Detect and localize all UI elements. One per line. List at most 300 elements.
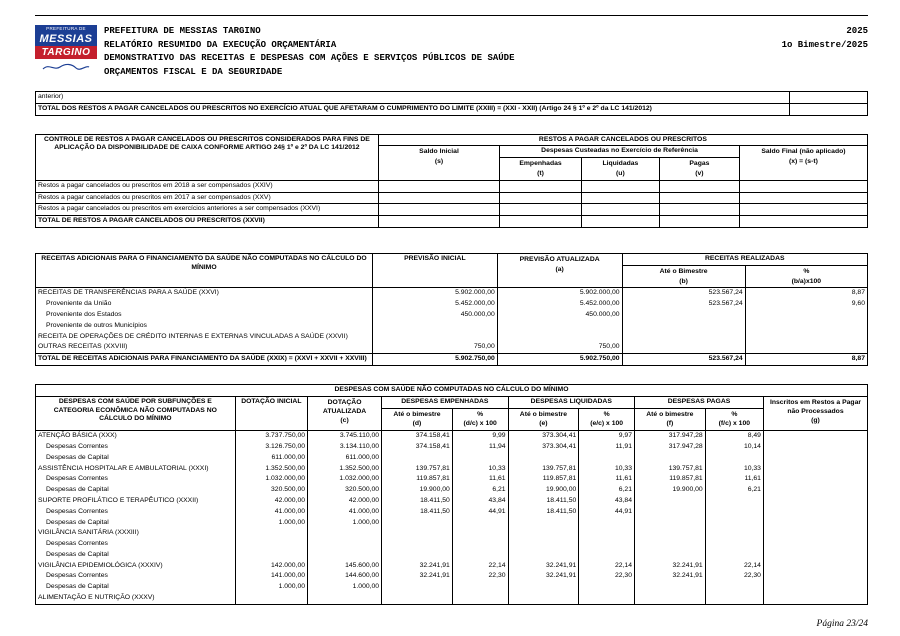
row-value: 44,91 xyxy=(579,507,635,518)
row-value: 22,30 xyxy=(705,571,763,582)
row-value xyxy=(382,518,453,529)
row-label: TOTAL DOS RESTOS A PAGAR CANCELADOS OU PRESCRITOS NO EXERCÍCIO ATUAL QUE AFETARAM O CUMPRIMENTO DO LIMITE (XXIII) = (XXI - XXII) (Artigo 24 § 1º e 2º da LC 141/2012) xyxy=(36,103,790,115)
col-label: Até o bimestre xyxy=(646,410,694,418)
row-label: RECEITAS DE TRANSFERÊNCIAS PARA A SAÚDE (XXVI) xyxy=(36,288,373,299)
report-name: RELATÓRIO RESUMIDO DA EXECUÇÃO ORÇAMENTÁRIA xyxy=(104,39,337,50)
table-row xyxy=(36,496,868,507)
row-value: 1.352.500,00 xyxy=(235,464,307,475)
col-code: (d) xyxy=(412,420,422,428)
row-value xyxy=(635,582,706,593)
row-value: 611.000,00 xyxy=(308,453,382,464)
col-label: % xyxy=(477,410,484,418)
row-label: Despesas de Capital xyxy=(36,518,236,529)
restos-table-title: CONTROLE DE RESTOS A PAGAR CANCELADOS OU PRESCRITOS CONSIDERADOS PARA FINS DE APLICAÇÃO DA DISPONIBILIDADE DE CAIXA CONFORME ARTIGO 24§ 1º e 2º DA LC 141/2012 xyxy=(36,134,379,180)
row-value xyxy=(382,453,453,464)
row-value xyxy=(378,180,499,192)
receitas-table-body xyxy=(36,288,868,366)
row-value: 145.600,00 xyxy=(308,561,382,572)
row-value: 5.902.750,00 xyxy=(372,354,497,366)
row-label: Proveniente da União xyxy=(36,299,373,310)
row-value xyxy=(579,453,635,464)
row-value xyxy=(452,539,508,550)
row-value xyxy=(508,582,579,593)
row-value: 1.032.000,00 xyxy=(308,474,382,485)
budget-scope: ORÇAMENTOS FISCAL E DA SEGURIDADE xyxy=(104,66,283,77)
col-label: Até o bimestre xyxy=(393,410,441,418)
row-value: 19.900,00 xyxy=(508,485,579,496)
row-value: 10,14 xyxy=(705,442,763,453)
row-label: Despesas de Capital xyxy=(36,550,236,561)
col-label: % xyxy=(731,410,738,418)
row-value xyxy=(622,342,745,353)
row-value: 18.411,50 xyxy=(508,507,579,518)
col-liquidadas-bimestre xyxy=(508,408,579,431)
row-value: 42.000,00 xyxy=(235,496,307,507)
col-despesas-custeadas: Despesas Custeadas no Exercício de Referência xyxy=(500,146,740,158)
row-value: 450.000,00 xyxy=(372,310,497,321)
row-label: SUPORTE PROFILÁTICO E TERAPÊUTICO (XXXII) xyxy=(36,496,236,507)
report-title-block xyxy=(104,25,514,79)
row-value xyxy=(452,453,508,464)
row-value xyxy=(452,550,508,561)
col-code: (t) xyxy=(537,169,544,177)
row-value xyxy=(308,539,382,550)
row-value: 611.000,00 xyxy=(235,453,307,464)
row-value xyxy=(745,332,867,343)
row-value: 32.241,91 xyxy=(635,571,706,582)
row-value: 8,49 xyxy=(705,431,763,442)
row-value: 10,33 xyxy=(705,464,763,475)
col-label: Pagas xyxy=(689,160,710,168)
row-value: 144.600,00 xyxy=(308,571,382,582)
col-empenhadas-bimestre xyxy=(382,408,453,431)
row-value: 22,14 xyxy=(705,561,763,572)
row-value: 19.900,00 xyxy=(635,485,706,496)
row-value xyxy=(763,431,867,442)
row-value xyxy=(635,593,706,604)
table-row xyxy=(36,528,868,539)
row-value: 32.241,91 xyxy=(382,561,453,572)
municipality-logo xyxy=(35,25,97,82)
row-value xyxy=(763,539,867,550)
row-value: 1.000,00 xyxy=(308,518,382,529)
row-value xyxy=(508,550,579,561)
row-label: TOTAL DE RECEITAS ADICIONAIS PARA FINANCIAMENTO DA SAÚDE (XXIX) = (XXVI + XXVII + XXVIII) xyxy=(36,354,373,366)
row-value xyxy=(705,496,763,507)
row-value xyxy=(763,593,867,604)
receitas-table-title: RECEITAS ADICIONAIS PARA O FINANCIAMENTO DA SAÚDE NÃO COMPUTADAS NO CÁLCULO DO MÍNIMO xyxy=(36,253,373,287)
table-row xyxy=(36,550,868,561)
row-value xyxy=(659,216,739,228)
row-value: 6,21 xyxy=(452,485,508,496)
row-value xyxy=(745,321,867,332)
row-value: 6,21 xyxy=(579,485,635,496)
row-value: 22,14 xyxy=(452,561,508,572)
row-value: 22,30 xyxy=(452,571,508,582)
table-row xyxy=(36,192,868,204)
table-row xyxy=(36,299,868,310)
row-value: 43,84 xyxy=(579,496,635,507)
table-row xyxy=(36,431,868,442)
row-value: 1.000,00 xyxy=(308,582,382,593)
row-value: 1.032.000,00 xyxy=(235,474,307,485)
statement-name: DEMONSTRATIVO DAS RECEITAS E DESPESAS COM AÇÕES E SERVIÇOS PÚBLICOS DE SAÚDE xyxy=(104,53,515,63)
col-liquidadas xyxy=(581,158,659,181)
row-value xyxy=(508,528,579,539)
row-value xyxy=(739,216,867,228)
row-value: 3.134.110,00 xyxy=(308,442,382,453)
col-saldo-inicial xyxy=(378,146,499,180)
row-value: 18.411,50 xyxy=(382,496,453,507)
col-label: Saldo Final (não aplicado) xyxy=(761,148,846,156)
row-value xyxy=(579,582,635,593)
row-value xyxy=(508,593,579,604)
col-dotacao-atualizada xyxy=(308,396,382,430)
row-value xyxy=(579,593,635,604)
entity-name: PREFEITURA DE MESSIAS TARGINO xyxy=(104,26,261,36)
col-label: DOTAÇÃO ATUALIZADA xyxy=(322,398,367,415)
table-row xyxy=(36,332,868,343)
table-row xyxy=(36,180,868,192)
logo-name-targino: TARGINO xyxy=(35,46,97,59)
row-label: Despesas Correntes xyxy=(36,571,236,582)
col-previsao-inicial: PREVISÃO INICIAL xyxy=(372,253,497,287)
row-value xyxy=(500,180,582,192)
logo-caption: PREFEITURA DE xyxy=(35,25,97,32)
row-value xyxy=(378,192,499,204)
carryover-limit-table xyxy=(35,91,868,116)
logo-name-messias: MESSIAS xyxy=(35,32,97,46)
row-value: 119.857,81 xyxy=(382,474,453,485)
col-code: (x) = (s-t) xyxy=(788,158,818,166)
row-value xyxy=(622,332,745,343)
row-value xyxy=(705,539,763,550)
row-value xyxy=(452,518,508,529)
row-label: RECEITA DE OPERAÇÕES DE CRÉDITO INTERNAS E EXTERNAS VINCULADAS A SAÚDE (XXVII) xyxy=(36,332,373,343)
row-value: 523.567,24 xyxy=(622,299,745,310)
row-value xyxy=(635,550,706,561)
row-value: 320.500,00 xyxy=(308,485,382,496)
table-row xyxy=(36,485,868,496)
row-value: 317.947,28 xyxy=(635,431,706,442)
table-row xyxy=(36,582,868,593)
col-code: (u) xyxy=(616,169,625,177)
col-code: (v) xyxy=(695,169,704,177)
row-value: 374.158,41 xyxy=(382,431,453,442)
row-value xyxy=(705,453,763,464)
col-pagas-pct xyxy=(705,408,763,431)
row-value xyxy=(382,593,453,604)
row-value: 373.304,41 xyxy=(508,442,579,453)
row-value xyxy=(763,550,867,561)
row-value: 1.000,00 xyxy=(235,582,307,593)
col-pagas xyxy=(659,158,739,181)
row-value xyxy=(635,539,706,550)
row-value xyxy=(745,342,867,353)
col-label: Inscritos em Restos a Pagar não Processados xyxy=(769,398,861,415)
col-subfuncoes-label: DESPESAS COM SAÚDE POR SUBFUNÇÕES E CATEGORIA ECONÔMICA NÃO COMPUTADAS NO CÁLCULO DO MÍNIMO xyxy=(36,396,236,430)
col-liquidadas-pct xyxy=(579,408,635,431)
col-code: (c) xyxy=(340,417,349,425)
table-row xyxy=(36,453,868,464)
row-value: 450.000,00 xyxy=(497,310,622,321)
row-value xyxy=(452,528,508,539)
col-code: (b) xyxy=(679,277,688,285)
col-despesas-empenhadas: DESPESAS EMPENHADAS xyxy=(382,396,508,408)
table-row xyxy=(36,310,868,321)
row-value xyxy=(763,528,867,539)
row-value xyxy=(579,550,635,561)
row-value: 19.900,00 xyxy=(382,485,453,496)
row-value xyxy=(308,550,382,561)
row-value xyxy=(508,539,579,550)
row-value: 523.567,24 xyxy=(622,354,745,366)
row-value xyxy=(763,442,867,453)
col-code: (g) xyxy=(811,417,820,425)
row-value: 10,33 xyxy=(579,464,635,475)
row-value xyxy=(739,192,867,204)
row-value xyxy=(763,518,867,529)
row-value: 373.304,41 xyxy=(508,431,579,442)
row-value xyxy=(763,507,867,518)
row-value: 32.241,91 xyxy=(635,561,706,572)
row-value: 5.902.000,00 xyxy=(372,288,497,299)
row-value: 5.902.000,00 xyxy=(497,288,622,299)
report-period-block xyxy=(782,25,868,52)
row-value xyxy=(705,593,763,604)
table-row xyxy=(36,92,868,104)
row-value: 9,60 xyxy=(745,299,867,310)
table-row xyxy=(36,288,868,299)
col-receitas-realizadas: RECEITAS REALIZADAS xyxy=(622,253,867,265)
table-row xyxy=(36,518,868,529)
row-value: 22,14 xyxy=(579,561,635,572)
report-year: 2025 xyxy=(846,26,868,36)
row-value xyxy=(382,582,453,593)
row-value: 3.737.750,00 xyxy=(235,431,307,442)
col-code: (d/c) x 100 xyxy=(463,420,497,428)
row-value xyxy=(763,582,867,593)
row-value xyxy=(497,321,622,332)
row-value: 43,84 xyxy=(452,496,508,507)
row-label: Despesas de Capital xyxy=(36,453,236,464)
row-value xyxy=(763,474,867,485)
row-value xyxy=(763,561,867,572)
row-value: 1.000,00 xyxy=(235,518,307,529)
receitas-adicionais-table xyxy=(35,253,868,366)
row-value: 11,61 xyxy=(452,474,508,485)
col-code: (e/c) x 100 xyxy=(590,420,624,428)
col-code: (a) xyxy=(555,265,564,273)
col-label: Saldo Inicial xyxy=(419,148,459,156)
col-despesas-pagas: DESPESAS PAGAS xyxy=(635,396,764,408)
row-value xyxy=(739,180,867,192)
row-value: 11,94 xyxy=(452,442,508,453)
row-value: 5.452.000,00 xyxy=(497,299,622,310)
row-value xyxy=(635,496,706,507)
table-row xyxy=(36,342,868,353)
row-value xyxy=(500,216,582,228)
row-value: 32.241,91 xyxy=(508,571,579,582)
col-saldo-final xyxy=(739,146,867,180)
row-label: OUTRAS RECEITAS (XXVIII) xyxy=(36,342,373,353)
row-value xyxy=(581,216,659,228)
table-row xyxy=(36,442,868,453)
col-label: PREVISÃO ATUALIZADA xyxy=(519,255,600,263)
row-value xyxy=(452,593,508,604)
row-value xyxy=(622,310,745,321)
row-value xyxy=(235,593,307,604)
col-label: Liquidadas xyxy=(602,160,639,168)
row-value xyxy=(235,539,307,550)
row-value xyxy=(763,453,867,464)
col-previsao-atualizada xyxy=(497,253,622,287)
table-row xyxy=(36,571,868,582)
table-row xyxy=(36,321,868,332)
row-value xyxy=(452,582,508,593)
row-value xyxy=(581,180,659,192)
row-label: Despesas Correntes xyxy=(36,539,236,550)
row-value: 18.411,50 xyxy=(508,496,579,507)
row-value: 22,30 xyxy=(579,571,635,582)
row-label: Despesas Correntes xyxy=(36,507,236,518)
row-value xyxy=(382,550,453,561)
row-value: 42.000,00 xyxy=(308,496,382,507)
row-value xyxy=(745,310,867,321)
col-label: Até o Bimestre xyxy=(659,267,708,275)
row-value xyxy=(372,321,497,332)
col-code: (f/c) x 100 xyxy=(718,420,751,428)
row-value xyxy=(378,216,499,228)
row-value: 320.500,00 xyxy=(235,485,307,496)
row-value xyxy=(705,507,763,518)
row-value: 119.857,81 xyxy=(508,474,579,485)
row-value: 8,87 xyxy=(745,354,867,366)
col-label: % xyxy=(803,267,810,275)
report-header xyxy=(35,25,868,82)
col-dotacao-inicial: DOTAÇÃO INICIAL xyxy=(235,396,307,430)
row-value xyxy=(789,103,867,115)
logo-signature-icon xyxy=(41,62,91,72)
row-label: ATENÇÃO BÁSICA (XXX) xyxy=(36,431,236,442)
row-value: 44,91 xyxy=(452,507,508,518)
row-value: 8,87 xyxy=(745,288,867,299)
row-value xyxy=(635,507,706,518)
row-value: 750,00 xyxy=(497,342,622,353)
despesas-table-body xyxy=(36,431,868,605)
restos-group-header: RESTOS A PAGAR CANCELADOS OU PRESCRITOS xyxy=(378,134,867,146)
row-value: 32.241,91 xyxy=(382,571,453,582)
row-value xyxy=(500,204,582,216)
row-value: 374.158,41 xyxy=(382,442,453,453)
top-rule xyxy=(35,15,868,16)
col-empenhadas xyxy=(500,158,582,181)
row-value: 9,97 xyxy=(579,431,635,442)
row-value: 11,61 xyxy=(705,474,763,485)
row-value xyxy=(372,332,497,343)
col-code: (e) xyxy=(539,420,548,428)
row-value xyxy=(635,528,706,539)
row-value xyxy=(763,485,867,496)
row-label: Despesas de Capital xyxy=(36,485,236,496)
despesas-nao-computadas-table xyxy=(35,384,868,605)
row-value: 6,21 xyxy=(705,485,763,496)
row-value xyxy=(705,528,763,539)
row-label: TOTAL DE RESTOS A PAGAR CANCELADOS OU PRESCRITOS (XXVII) xyxy=(36,216,379,228)
table-row xyxy=(36,561,868,572)
row-label: ASSISTÊNCIA HOSPITALAR E AMBULATORIAL (XXXI) xyxy=(36,464,236,475)
row-value xyxy=(705,582,763,593)
row-label: Restos a pagar cancelados ou prescritos em 2017 a ser compensados (XXV) xyxy=(36,192,379,204)
row-value: 317.947,28 xyxy=(635,442,706,453)
row-label: ALIMENTAÇÃO E NUTRIÇÃO (XXXV) xyxy=(36,593,236,604)
row-value xyxy=(705,518,763,529)
row-value: 41.000,00 xyxy=(235,507,307,518)
row-value xyxy=(622,321,745,332)
table-row xyxy=(36,464,868,475)
table-row xyxy=(36,103,868,115)
row-value xyxy=(581,192,659,204)
row-value: 139.757,81 xyxy=(508,464,579,475)
row-value: 523.567,24 xyxy=(622,288,745,299)
row-label: Restos a pagar cancelados ou prescritos em 2018 a ser compensados (XXIV) xyxy=(36,180,379,192)
row-value xyxy=(579,518,635,529)
row-value xyxy=(579,528,635,539)
col-code: (s) xyxy=(434,158,444,166)
row-value: 5.452.000,00 xyxy=(372,299,497,310)
row-value: 9,99 xyxy=(452,431,508,442)
row-label: anterior) xyxy=(36,92,790,104)
row-value: 41.000,00 xyxy=(308,507,382,518)
row-label: VIGILÂNCIA SANITÁRIA (XXXIII) xyxy=(36,528,236,539)
row-value: 1.352.500,00 xyxy=(308,464,382,475)
row-value: 11,91 xyxy=(579,442,635,453)
restos-table-body xyxy=(36,180,868,227)
row-value xyxy=(579,539,635,550)
row-label: Despesas Correntes xyxy=(36,442,236,453)
row-value: 11,61 xyxy=(579,474,635,485)
col-label: Empenhadas xyxy=(519,160,562,168)
row-value xyxy=(635,453,706,464)
restos-control-table xyxy=(35,134,868,228)
row-value: 141.000,00 xyxy=(235,571,307,582)
row-value: 142.000,00 xyxy=(235,561,307,572)
row-value: 750,00 xyxy=(372,342,497,353)
col-code: (b/a)x100 xyxy=(791,277,822,285)
row-value xyxy=(235,550,307,561)
table-row xyxy=(36,474,868,485)
row-value xyxy=(308,593,382,604)
row-value: 139.757,81 xyxy=(635,464,706,475)
row-value xyxy=(763,464,867,475)
row-value xyxy=(581,204,659,216)
row-label: Restos a pagar cancelados ou prescritos em exercícios anteriores a ser compensados (XXVI) xyxy=(36,204,379,216)
row-value xyxy=(497,332,622,343)
col-empenhadas-pct xyxy=(452,408,508,431)
row-label: Proveniente de outros Municípios xyxy=(36,321,373,332)
row-value xyxy=(659,192,739,204)
row-value xyxy=(508,453,579,464)
row-value xyxy=(763,571,867,582)
report-period: 1o Bimestre/2025 xyxy=(781,39,868,50)
row-value xyxy=(739,204,867,216)
table-row xyxy=(36,216,868,228)
col-inscritos-rp xyxy=(763,396,867,430)
table-row xyxy=(36,593,868,604)
row-value xyxy=(789,92,867,104)
row-value: 32.241,91 xyxy=(508,561,579,572)
table-row xyxy=(36,539,868,550)
